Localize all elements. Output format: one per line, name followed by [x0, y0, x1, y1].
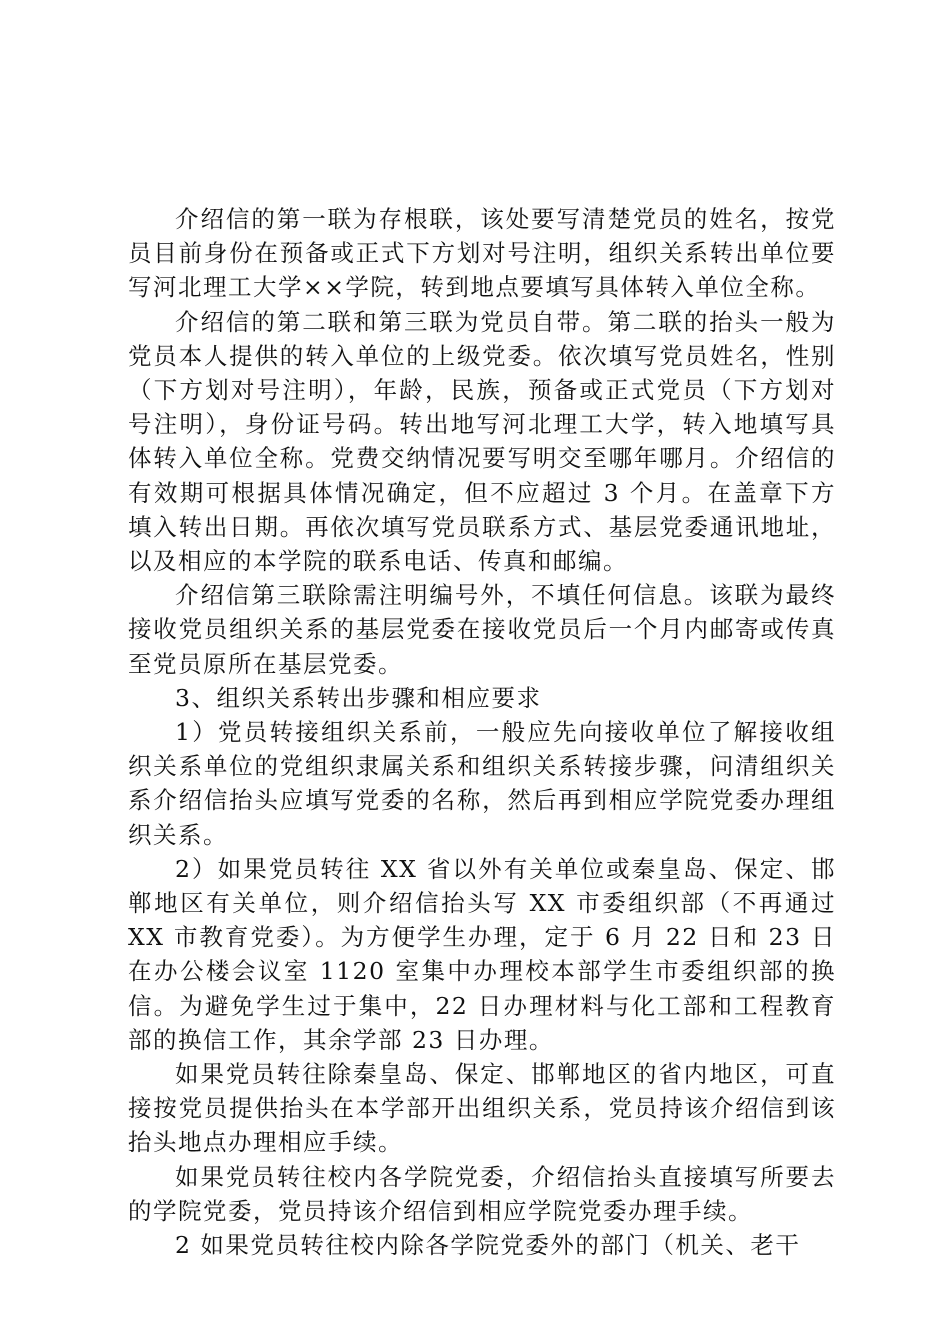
paragraph-first-copy: 介绍信的第一联为存根联，该处要写清楚党员的姓名，按党员目前身份在预备或正式下方划对号注明，组织关系转出单位要写河北理工大学××学院，转到地点要填写具体转入单位全称。	[128, 205, 836, 302]
paragraph-in-school-colleges: 如果党员转往校内各学院党委，介绍信抬头直接填写所要去的学院党委，党员持该介绍信到相应学院党委办理手续。	[128, 1162, 836, 1225]
paragraph-step-2: 2）如果党员转往 XX 省以外有关单位或秦皇岛、保定、邯郸地区有关单位，则介绍信抬头写 XX 市委组织部（不再通过 XX 市教育党委）。为方便学生办理，定于 6 月 22 日和 23 日在办公楼会议室 1120 室集中办理校本部学生市委组织部的换信。为避免学生过于集中，22 日办理材料与化工部和工程教育部的换信工作，其余学部 23 日办理。	[128, 854, 836, 1054]
document-body	[128, 202, 836, 1262]
paragraph-in-province: 如果党员转往除秦皇岛、保定、邯郸地区的省内地区，可直接按党员提供抬头在本学部开出组织关系，党员持该介绍信到该抬头地点办理相应手续。	[128, 1060, 836, 1157]
section-heading-transfer-steps: 3、组织关系转出步骤和相应要求	[175, 683, 542, 712]
paragraph-second-third-copy: 介绍信的第二联和第三联为党员自带。第二联的抬头一般为党员本人提供的转入单位的上级党委。依次填写党员姓名，性别（下方划对号注明），年龄，民族，预备或正式党员（下方划对号注明），身份证号码。转出地写河北理工大学，转入地填写具体转入单位全称。党费交纳情况要写明交至哪年哪月。介绍信的有效期可根据具体情况确定，但不应超过 3 个月。在盖章下方填入转出日期。再依次填写党员联系方式、基层党委通讯地址，以及相应的本学院的联系电话、传真和邮编。	[128, 307, 836, 576]
paragraph-third-copy: 介绍信第三联除需注明编号外，不填任何信息。该联为最终接收党员组织关系的基层党委在接收党员后一个月内邮寄或传真至党员原所在基层党委。	[128, 581, 836, 678]
paragraph-step-1: 1）党员转接组织关系前，一般应先向接收单位了解接收组织关系单位的党组织隶属关系和组织关系转接步骤，问清组织关系介绍信抬头应填写党委的名称，然后再到相应学院党委办理组织关系。	[128, 718, 836, 849]
paragraph-other-departments: 2 如果党员转往校内除各学院党委外的部门（机关、老干	[175, 1231, 801, 1260]
